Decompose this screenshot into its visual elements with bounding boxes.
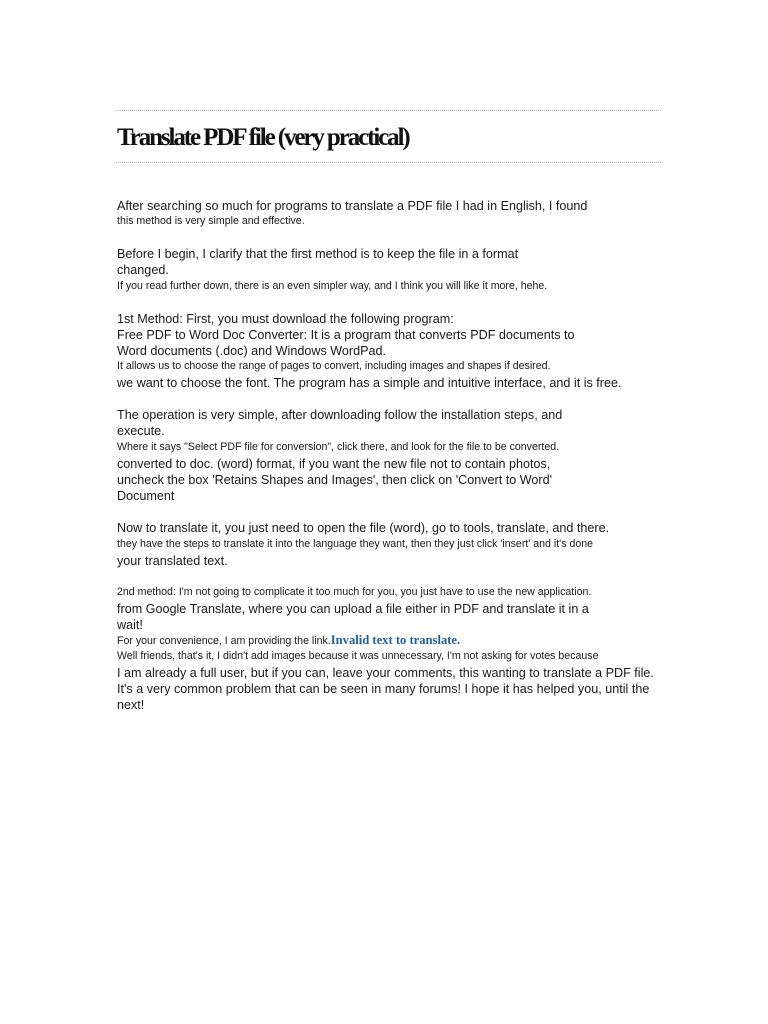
title-divider-bottom <box>116 162 661 163</box>
paragraph-line: from Google Translate, where you can upload a file either in PDF and translate it in a <box>117 602 589 616</box>
link-paragraph <box>117 633 460 648</box>
translate-link[interactable]: Invalid text to translate. <box>330 633 461 647</box>
paragraph-line: Before I begin, I clarify that the first method is to keep the file in a format <box>117 247 519 261</box>
paragraph-line: next! <box>117 698 145 712</box>
title-divider-top <box>116 110 661 111</box>
paragraph-line: Word documents (.doc) and Windows WordPad. <box>117 344 387 358</box>
paragraph-line: It allows us to choose the range of pages to convert, including images and shapes if desired. <box>117 360 551 372</box>
paragraph-line: they have the steps to translate it into the language they want, then they just click 'insert' and it's done <box>117 538 594 550</box>
paragraph-line: Document <box>117 489 175 503</box>
paragraph-line: Free PDF to Word Doc Converter: It is a program that converts PDF documents to <box>117 328 575 342</box>
paragraph-line: I am already a full user, but if you can, leave your comments, this wanting to translate a PDF file. <box>117 666 654 680</box>
paragraph-line: changed. <box>117 263 169 277</box>
paragraph-line: this method is very simple and effective. <box>117 215 305 227</box>
paragraph-line: Now to translate it, you just need to open the file (word), go to tools, translate, and there. <box>117 521 610 535</box>
paragraph-line: After searching so much for programs to translate a PDF file I had in English, I found <box>117 199 588 213</box>
paragraph-line: If you read further down, there is an even simpler way, and I think you will like it more, hehe. <box>117 280 548 292</box>
paragraph-line: your translated text. <box>117 554 228 568</box>
paragraph-line: Where it says "Select PDF file for conversion", click there, and look for the file to be converted. <box>117 441 560 453</box>
paragraph-line: Well friends, that's it, I didn't add images because it was unnecessary, I'm not asking for votes because <box>117 650 599 662</box>
paragraph-line: 1st Method: First, you must download the following program: <box>117 312 454 326</box>
paragraph-line: It's a very common problem that can be seen in many forums! I hope it has helped you, until the <box>117 682 650 696</box>
paragraph-line: wait! <box>117 618 143 632</box>
paragraph-line: uncheck the box 'Retains Shapes and Images', then click on 'Convert to Word' <box>117 473 553 487</box>
page-title: Translate PDF file (very practical) <box>117 124 409 151</box>
paragraph-line: The operation is very simple, after downloading follow the installation steps, and <box>117 408 563 422</box>
paragraph-line: converted to doc. (word) format, if you want the new file not to contain photos, <box>117 457 551 471</box>
paragraph-line: we want to choose the font. The program has a simple and intuitive interface, and it is free. <box>117 376 622 390</box>
link-intro-text: For your convenience, I am providing the link. <box>117 635 331 647</box>
paragraph-line: execute. <box>117 424 165 438</box>
paragraph-line: 2nd method: I'm not going to complicate it too much for you, you just have to use the new application. <box>117 586 592 598</box>
